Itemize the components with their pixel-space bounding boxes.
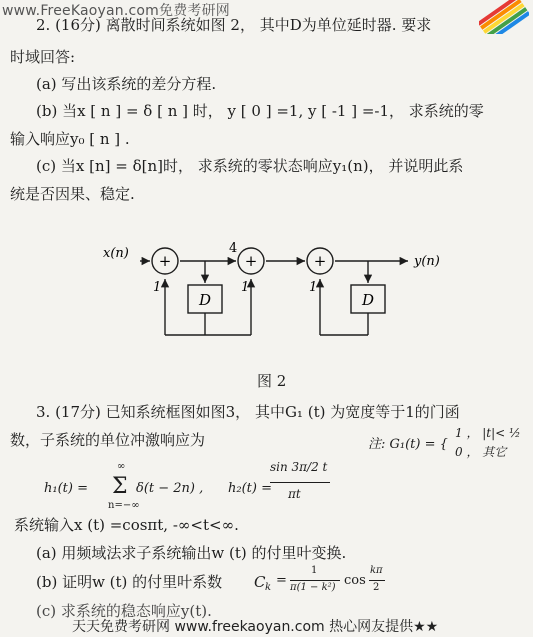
q2-part-b: (b) 当x [ n ] = δ [ n ] 时， y [ 0 ] =1, y [ -1 ] =-1， 求系统的零 <box>36 102 484 120</box>
svg-text:+: + <box>244 252 258 270</box>
h1-rhs: δ(t − 2n) , <box>136 481 204 496</box>
q2-part-a: (a) 写出该系统的差分方程. <box>36 75 217 93</box>
input-label: x(n) <box>103 246 129 261</box>
site-logo <box>479 0 529 34</box>
q3-ck-symbol: C <box>254 573 266 591</box>
adder-2 <box>238 248 264 274</box>
q3-ck-denominator: π(1 − k²) <box>290 582 336 593</box>
output-label: y(n) <box>414 254 440 269</box>
q3-ck-equals: = <box>276 573 287 588</box>
q2-header-cont: 时域回答: <box>10 48 76 66</box>
q2-header: 2. (16分) 离散时间系统如图 2， 其中D为单位延时器. 要求 <box>36 16 432 34</box>
q3-part-c: (c) 求系统的稳态响应y(t). <box>36 602 212 620</box>
h2-fraction-bar <box>270 482 330 483</box>
h1-sum-bottom: n=−∞ <box>108 500 140 511</box>
svg-text:+: + <box>158 252 172 270</box>
gain-1c-label: 1 <box>309 280 318 295</box>
q3-ck-subscript: k <box>265 582 272 593</box>
q3-ck-cos-denominator: 2 <box>373 582 380 593</box>
q3-part-b-prefix: (b) 证明w (t) 的付里叶系数 <box>36 573 223 591</box>
watermark-top: www.FreeKaoyan.com免费考研网 <box>2 3 230 19</box>
q3-ck-cos-bar <box>369 580 385 581</box>
figure-2-caption: 图 2 <box>257 372 287 390</box>
q2-part-c-cont: 统是否因果、稳定. <box>10 185 135 203</box>
gate-function-note: 注: G₁(t) = { <box>368 437 448 452</box>
adder-3 <box>307 248 333 274</box>
svg-text:D: D <box>361 291 375 309</box>
h1-lhs: h₁(t) = <box>44 481 88 496</box>
q3-ck-fraction-bar <box>290 580 340 581</box>
figure-2-diagram <box>0 225 533 370</box>
q3-header-cont: 数，子系统的单位冲激响应为 <box>10 431 206 449</box>
gain-4-label: 4 <box>229 241 238 256</box>
h2-numerator: sin 3π/2 t <box>270 460 328 474</box>
delay-block-1 <box>188 285 222 313</box>
q3-ck-numerator: 1 <box>311 565 318 576</box>
gain-1b-label: 1 <box>241 280 250 295</box>
h2-lhs: h₂(t) = <box>228 481 272 496</box>
svg-text:+: + <box>313 252 327 270</box>
q3-input: 系统输入x (t) =cosπt, -∞<t<∞. <box>14 516 239 534</box>
delay-block-2 <box>351 285 385 313</box>
watermark-bottom: 天天免费考研网 www.freekaoyan.com 热心网友提供★★ <box>72 619 439 635</box>
q3-header: 3. (17分) 已知系统框图如图3， 其中G₁ (t) 为宽度等于1的门函 <box>36 403 460 421</box>
q3-ck-cos-numerator: kπ <box>370 565 383 576</box>
q3-part-a: (a) 用频域法求子系统输出w (t) 的付里叶变换. <box>36 544 347 562</box>
gate-case-2: 0 ， 其它 <box>455 445 507 459</box>
gate-case-1: 1 ， |t|< ½ <box>455 426 521 440</box>
adder-1 <box>152 248 178 274</box>
gain-1a-label: 1 <box>153 280 162 295</box>
h1-sum-top: ∞ <box>117 461 126 472</box>
svg-text:D: D <box>198 291 212 309</box>
q3-ck-cos: cos <box>344 573 366 588</box>
q2-part-c: (c) 当x [n] = δ[n]时， 求系统的零状态响应y₁(n)， 并说明此系 <box>36 157 464 175</box>
h1-sum-symbol: Σ <box>112 474 128 499</box>
q2-part-b-cont: 输入响应y₀ [ n ] . <box>10 130 130 148</box>
h2-denominator: πt <box>288 487 301 501</box>
